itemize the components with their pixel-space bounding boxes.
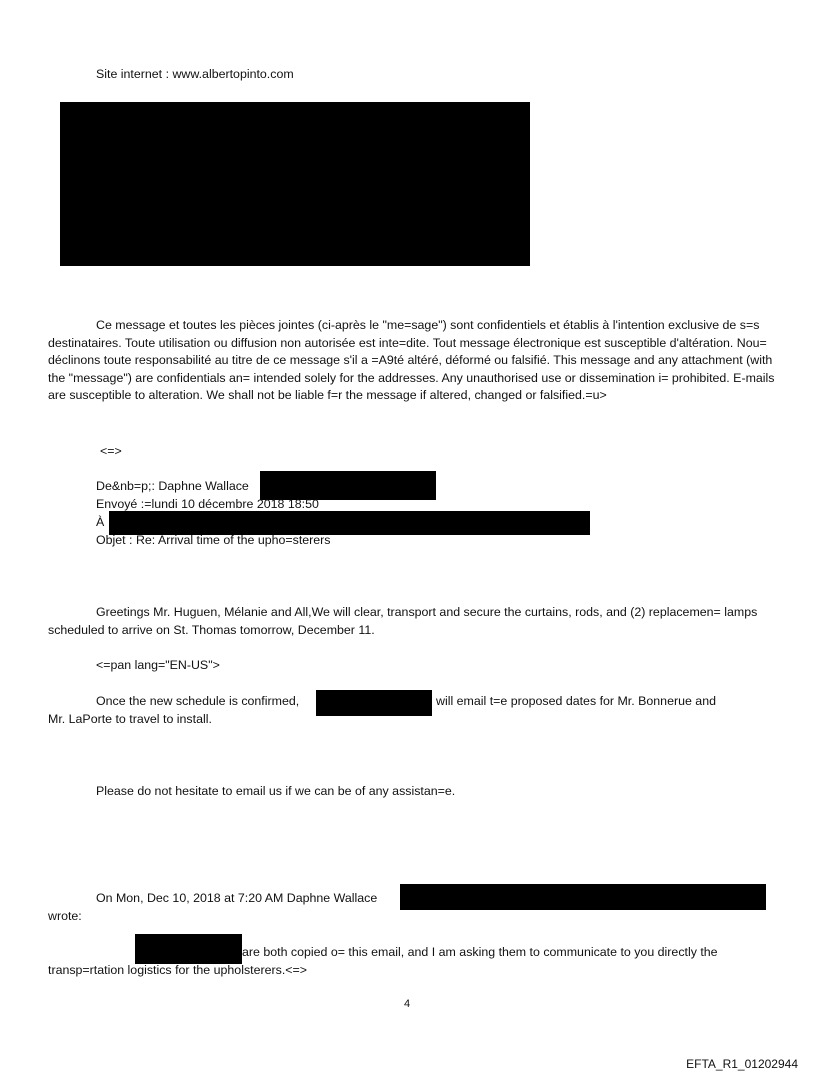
quote-wrote: wrote: xyxy=(48,909,82,923)
redaction-copied-names xyxy=(135,934,242,964)
copied-line-2: transp=rtation logistics for the upholsterers.<=> xyxy=(48,963,307,977)
greeting-paragraph xyxy=(48,604,778,639)
copied-line-1: are both copied o= this email, and I am asking them to communicate to you directly the xyxy=(242,945,718,959)
redaction-names xyxy=(316,690,432,716)
schedule-line-2: Mr. LaPorte to travel to install. xyxy=(48,712,212,726)
disclaimer-text: Ce message et toutes les pièces jointes (ci-après le "me=sage") sont confidentiels et établis à l'intention exclusive de s=s destinataires. Toute utilisation ou diffusion non autorisée est inte=dite. Tout message électronique est susceptible d'altération. Nou= déclinons toute responsabilité au titre de ce message s'il a =A9té altéré, déformé ou falsifié. This message and any attachment (with the "message") are confidentials an= intended solely for the addresses. Any unauthorised use or dissemination i= prohibited. E-mails are susceptible to alteration. We shall not be liable f=r the message if altered, changed or falsified.=u> xyxy=(48,318,775,402)
header-sent: Envoyé :=lundi 10 décembre 2018 18:50 xyxy=(96,497,319,511)
redaction-block xyxy=(60,102,530,266)
site-line: Site internet : www.albertopinto.com xyxy=(96,67,294,81)
document-id: EFTA_R1_01202944 xyxy=(686,1057,798,1071)
quote-header: On Mon, Dec 10, 2018 at 7:20 AM Daphne Wallace xyxy=(96,891,378,905)
header-to: À xyxy=(96,515,105,529)
redaction-quote-email xyxy=(400,884,766,910)
confidentiality-disclaimer xyxy=(48,317,778,405)
schedule-line-end: will email t=e proposed dates for Mr. Bonnerue and xyxy=(436,694,716,708)
assistance-line: Please do not hesitate to email us if we can be of any assistan=e. xyxy=(96,784,456,798)
header-subject: Objet : Re: Arrival time of the upho=sterers xyxy=(96,533,331,547)
encoded-marker: <=> xyxy=(100,444,122,458)
header-from: De&nb=p;: Daphne Wallace xyxy=(96,479,249,493)
schedule-line-start: Once the new schedule is confirmed, xyxy=(96,694,300,708)
span-markup-line: <=pan lang="EN-US"> xyxy=(96,658,220,672)
greeting-text: Greetings Mr. Huguen, Mélanie and All,We will clear, transport and secure the curtains, rods, and (2) replacemen= lamps scheduled to arrive on St. Thomas tomorrow, December 11. xyxy=(48,605,758,637)
page-number: 4 xyxy=(404,998,411,1010)
